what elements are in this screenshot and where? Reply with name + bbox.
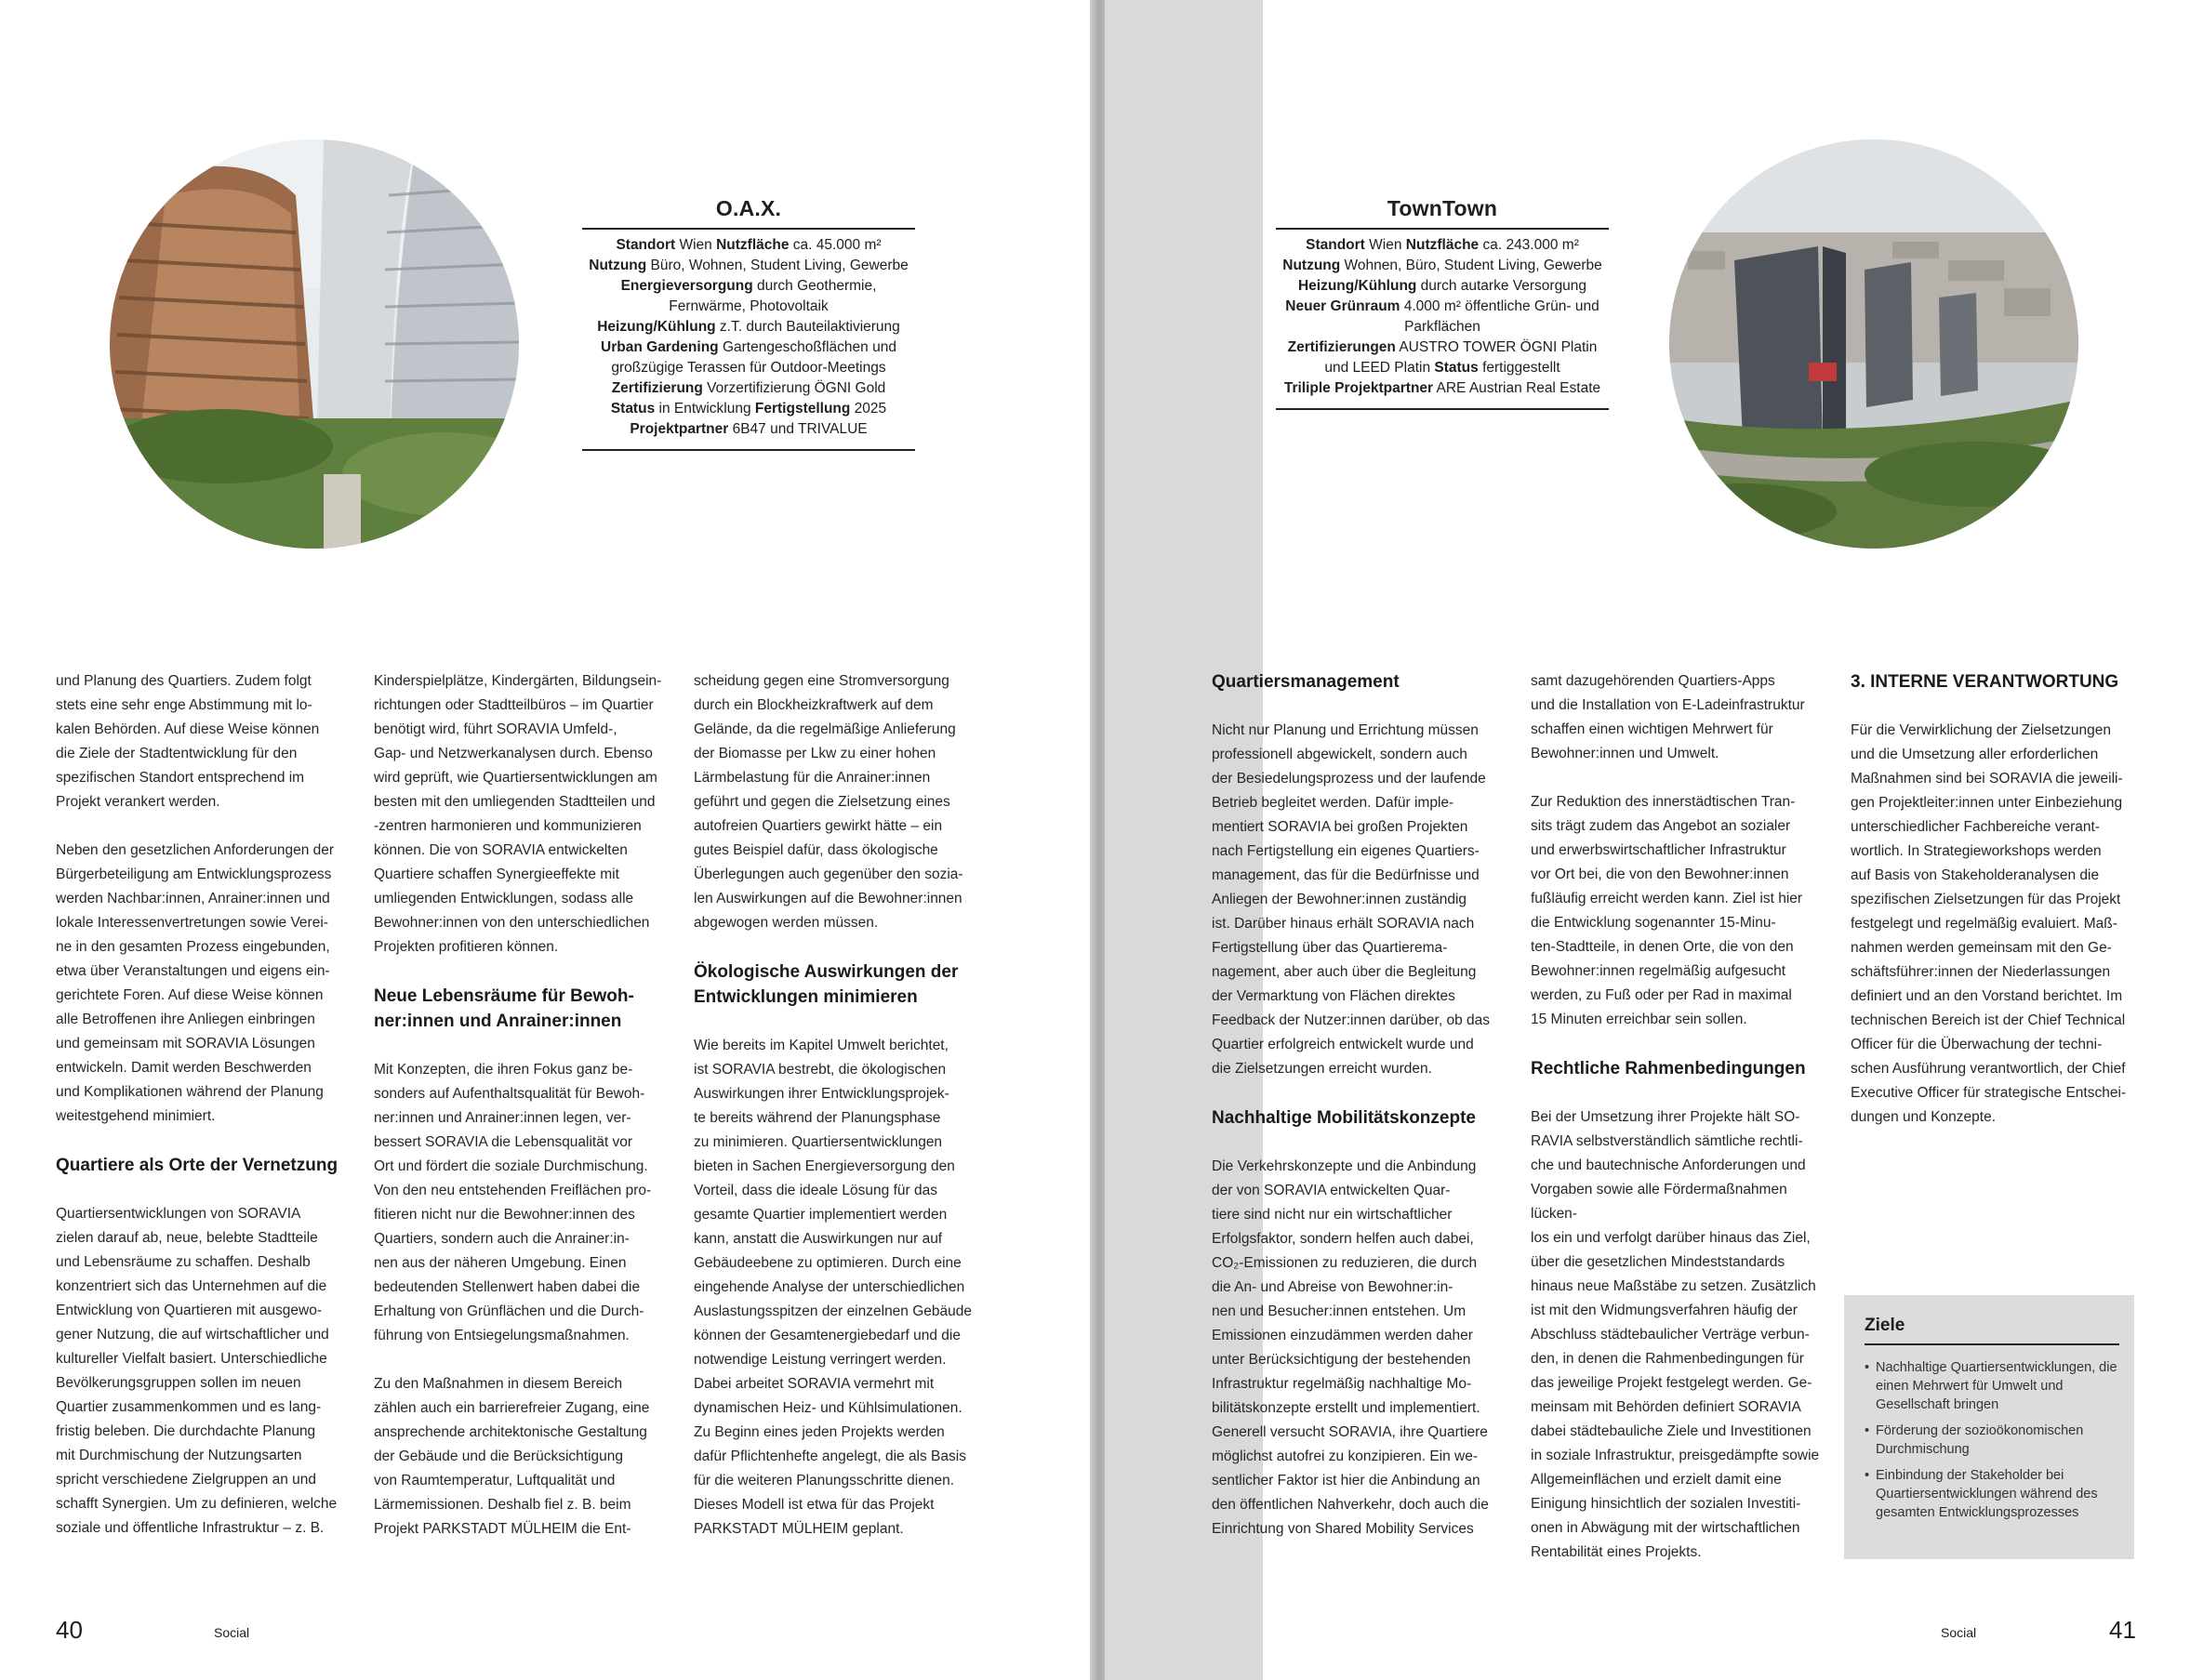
paragraph: und Planung des Quartiers. Zudem folgt stets eine sehr enge Abstimmung mit lo- kalen Behörden. Auf diese Weise können die Ziele der Stadtentwicklung für den spezifischen Standort entsprechend im Projekt verankert werden. [56, 673, 320, 810]
fact-line: Nutzung Büro, Wohnen, Student Living, Gewerbe [589, 258, 909, 273]
list-item: • Förderung der sozioökonomischen Durchmischung [1865, 1422, 2119, 1459]
ziele-box [1844, 1295, 2134, 1559]
section-label-right: Social [1941, 1625, 1977, 1640]
page-number-left: 40 [56, 1616, 83, 1644]
section-heading: Quartiere als Orte der Vernetzung [56, 1156, 338, 1175]
paragraph: Zur Reduktion des innerstädtischen Tran- sits trägt zudem das Angebot an sozialer und erwerbswirtschaftlicher Infrastruktur vor Ort bei, die von den Bewohner:innen fußläufig erreicht werden kann. Ziel ist hier die Entwicklung sogenannter 15-Minu- ten-Stadtteile, in denen Orte, die von den Bewohner:innen regelmäßig aufgesucht werden, zu Fuß oder per Rad in maximal 15 Minuten erreichbar sein sollen. [1531, 794, 1803, 1027]
right-column-1 [1212, 669, 1502, 1566]
ziele-title: Ziele [1865, 1312, 2119, 1345]
section-heading: Neue Lebensräume für Bewoh- ner:innen und Anrainer:innen [374, 986, 634, 1031]
section-label-left: Social [214, 1625, 250, 1640]
fact-line: Heizung/Kühlung durch autarke Versorgung [1297, 278, 1587, 294]
list-item: • Einbindung der Stakeholder bei Quartiersentwicklungen während des gesamten Entwicklungsprozesses [1865, 1466, 2119, 1522]
section-heading: Rechtliche Rahmenbedingungen [1531, 1059, 1806, 1078]
paragraph: Quartiersentwicklungen von SORAVIA zielen darauf ab, neue, belebte Stadtteile und Lebensräume zu schaffen. Deshalb konzentriert sich das Unternehmen auf die Entwicklung von Quartieren mit ausgewo- gener Nutzung, die auf wirtschaftlicher und kultureller Vielfalt basiert. Unterschiedliche Bevölkerungsgruppen sollen im neuen Quartier zusammenkommen und es lang- fristig beleben. Die durchdachte Planung mit Durchmischung der Nutzungsarten spricht verschiedene Zielgruppen an und schafft Synergien. Um zu definieren, welche soziale und öffentliche Infrastruktur – z. B. [56, 1206, 338, 1536]
towntown-aerial-photo-icon [1669, 139, 2078, 549]
paragraph: Für die Verwirklichung der Zielsetzungen und die Umsetzung aller erforderlichen Maßnahmen sind bei SORAVIA die jeweili- gen Projektleiter:innen unter Einbeziehung unterschiedlicher Fachbereiche verant- wortlich. In Strategieworkshops werden auf Basis von Stakeholderanalysen die spezifischen Zielsetzungen für das Projekt festgelegt und regelmäßig evaluiert. Maß- nahmen werden gemeinsam mit den Ge- schäftsführer:innen der Niederlassungen definiert und an den Vorstand berichtet. Im technischen Bereich ist der Chief Technical Officer für die Überwachung der techni- schen Ausführung verantwortlich, der Chief Executive Officer für strategische Entschei- dungen und Konzepte. [1851, 722, 2127, 1125]
fact-line: Nutzung Wohnen, Büro, Student Living, Gewerbe [1282, 258, 1602, 273]
fact-line: Energieversorgung durch Geothermie, Fernwärme, Photovoltaik [620, 278, 877, 314]
oax-title: O.A.X. [582, 198, 915, 230]
fact-line: Triliple Projektpartner ARE Austrian Real Estate [1283, 380, 1601, 396]
right-column-2 [1531, 669, 1821, 1589]
oax-facts [582, 235, 915, 451]
paragraph: scheidung gegen eine Stromversorgung durch ein Blockheizkraftwerk auf dem Gelände, da die regelmäßige Anlieferung der Biomasse per Lkw zu einer hohen Lärmbelastung für die Anrainer:innen geführt und gegen die Zielsetzung eines autofreien Quartiers gewirkt hätte – ein gutes Beispiel dafür, dass ökologische Überlegungen auch gegenüber den sozia- len Auswirkungen auf die Bewohner:innen abgewogen werden müssen. [694, 673, 963, 931]
towntown-title: TownTown [1276, 198, 1609, 230]
section-heading: 3. INTERNE VERANTWORTUNG [1851, 672, 2119, 692]
fact-line: Zertifizierungen AUSTRO TOWER ÖGNI Platin und LEED Platin Status fertiggestellt [1287, 339, 1598, 376]
left-column-3 [694, 669, 984, 1566]
left-column-1 [56, 669, 344, 1565]
fact-line: Projektpartner 6B47 und TRIVALUE [630, 421, 868, 437]
paragraph: Kinderspielplätze, Kindergärten, Bildungsein- richtungen oder Stadtteilbüros – im Quartier benötigt wird, führt SORAVIA Umfeld-, Gap- und Netzwerkanalysen durch. Ebenso wird geprüft, wie Quartiersentwicklungen am besten mit den umliegenden Stadtteilen und -zentren harmonieren und kommunizieren können. Die von SORAVIA entwickelten Quartiere schaffen Synergieeffekte mit umliegenden Entwicklungen, sodass alle Bewohner:innen von den unterschiedlichen Projekten profitieren können. [374, 673, 662, 955]
paragraph: Bei der Umsetzung ihrer Projekte hält SO- RAVIA selbstverständlich sämtliche rechtli- che und bautechnische Anforderungen und Vorgaben sowie alle Fördermaßnahmen lücken- los ein und verfolgt darüber hinaus das Ziel, über die gesetzlichen Mindeststandards hinaus neue Maßstäbe zu setzen. Zusätzlich ist mit den Widmungsverfahren häufig der Abschluss städtebaulicher Verträge verbun- den, in denen die Rahmenbedingungen für das jeweilige Projekt festgelegt werden. Ge- meinsam mit Behörden definiert SORAVIA dabei städtebauliche Ziele und Investitionen in soziale Infrastruktur, preisgedämpfte sowie Allgemeinflächen und erzielt damit eine Einigung hinsichtlich der sozialen Investiti- onen in Abwägung mit der wirtschaftlichen Rentabilität eines Projekts. [1531, 1109, 1820, 1560]
fact-line: Standort Wien Nutzfläche ca. 45.000 m² [616, 237, 882, 253]
right-column-3 [1851, 669, 2139, 1154]
section-heading: Quartiersmanagement [1212, 672, 1400, 692]
paragraph: Nicht nur Planung und Errichtung müssen professionell abgewickelt, sondern auch der Besiedelungsprozess und der laufende Betrieb begleitet werden. Dafür imple- mentiert SORAVIA bei großen Projekten nach Fertigstellung ein eigenes Quartiers- management, das für die Bedürfnisse und Anliegen der Bewohner:innen zuständig ist. Darüber hinaus erhält SORAVIA nach Fertigstellung über das Quartierema- nagement, aber auch über die Begleitung der Vermarktung von Flächen direktes Feedback der Nutzer:innen darüber, ob das Quartier erfolgreich entwickelt wurde und die Zielsetzungen erreicht wurden. [1212, 722, 1490, 1077]
paragraph: Mit Konzepten, die ihren Fokus ganz be- sonders auf Aufenthaltsqualität für Bewoh- ner:innen und Anrainer:innen legen, ver- bessert SORAVIA die Lebensqualität vor Ort und fördert die soziale Durchmischung. Von den neu entstehenden Freiflächen pro- fitieren nicht nur die Bewohner:innen des Quartiers, sondern auch die Anrainer:in- nen aus der näheren Umgebung. Einen bedeutenden Stellenwert haben dabei die Erhaltung von Grünflächen und die Durch- führung von Entsiegelungsmaßnahmen. [374, 1062, 652, 1343]
section-heading: Ökologische Auswirkungen der Entwicklungen minimieren [694, 962, 959, 1007]
paragraph: samt dazugehörenden Quartiers-Apps und die Installation von E-Ladeinfrastruktur schaffen einen wichtigen Mehrwert für Bewohner:innen und Umwelt. [1531, 673, 1805, 761]
fact-line: Status in Entwicklung Fertigstellung 2025 [610, 401, 887, 417]
left-column-2 [374, 669, 664, 1566]
oax-building-photo-icon [110, 139, 519, 549]
oax-factbox [582, 198, 915, 451]
paragraph: Zu den Maßnahmen in diesem Bereich zählen auch ein barrierefreier Zugang, eine ansprechende architektonische Gestaltung der Gebäude und die Berücksichtigung von Raumtemperatur, Luftqualität und Lärmemissionen. Deshalb fiel z. B. beim Projekt PARKSTADT MÜLHEIM die Ent- [374, 1376, 650, 1537]
towntown-factbox [1276, 198, 1609, 410]
paragraph: Neben den gesetzlichen Anforderungen der Bürgerbeteiligung am Entwicklungsprozess werden Nachbar:innen, Anrainer:innen und lokale Interessenvertretungen sowie Verei- ne in den gesamten Prozess eingebunden, etwa über Veranstaltungen und eigens ein- gerichtete Foren. Auf diese Weise können alle Betroffenen ihre Anliegen einbringen und gemeinsam mit SORAVIA Lösungen entwickeln. Damit werden Beschwerden und Komplikationen während der Planung weitestgehend minimiert. [56, 842, 335, 1124]
towntown-facts [1276, 235, 1609, 410]
ziele-list [1865, 1358, 2119, 1522]
paragraph: Wie bereits im Kapitel Umwelt berichtet, ist SORAVIA bestrebt, die ökologischen Auswirkungen ihrer Entwicklungsprojek- te bereits während der Planungsphase zu minimieren. Quartiersentwicklungen bieten in Sachen Energieversorgung den Vorteil, dass die ideale Lösung für das gesamte Quartier implementiert werden kann, anstatt die Auswirkungen nur auf Gebäudeebene zu optimieren. Durch eine eingehende Analyse der unterschiedlichen Auslastungsspitzen der einzelnen Gebäude können der Gesamtenergiebedarf und die notwendige Leistung verringert werden. Dabei arbeitet SORAVIA vermehrt mit dynamischen Heiz- und Kühlsimulationen. Zu Beginn eines jeden Projekts werden dafür Pflichtenhefte angelegt, die als Basis für die weiteren Planungsschritte dienen. Dieses Modell ist etwa für das Projekt PARKSTADT MÜLHEIM geplant. [694, 1038, 973, 1537]
fact-line: Neuer Grünraum 4.000 m² öffentliche Grün- und Parkflächen [1285, 298, 1599, 335]
paragraph: Die Verkehrskonzepte und die Anbindung der von SORAVIA entwickelten Quar- tiere sind nicht nur ein wirtschaftlicher Erfolgsfaktor, sondern helfen auch dabei, CO₂-Emissionen zu reduzieren, die durch die An- und Abreise von Bewohner:in- nen und Besucher:innen entstehen. Um Emissionen einzudämmen werden daher unter Berücksichtigung der bestehenden Infrastruktur regelmäßig nachhaltige Mo- bilitätskonzepte erstellt und implementiert. Generell versucht SORAVIA, ihre Quartiere möglichst autofrei zu konzipieren. Ein we- sentlicher Faktor ist hier die Anbindung an den öffentlichen Nahverkehr, doch auch die Einrichtung von Shared Mobility Services [1212, 1158, 1489, 1537]
list-item: • Nachhaltige Quartiersentwicklungen, die einen Mehrwert für Umwelt und Gesellschaft bringen [1865, 1358, 2119, 1414]
page-number-right: 41 [2109, 1616, 2136, 1644]
fact-line: Heizung/Kühlung z.T. durch Bauteilaktivierung [597, 319, 900, 335]
fact-line: Urban Gardening Gartengeschoßflächen und großzügige Terassen für Outdoor-Meetings [601, 339, 896, 376]
book-gutter [1090, 0, 1105, 1680]
section-heading: Nachhaltige Mobilitätskonzepte [1212, 1108, 1476, 1128]
fact-line: Zertifizierung Vorzertifizierung ÖGNI Gold [611, 380, 886, 396]
fact-line: Standort Wien Nutzfläche ca. 243.000 m² [1306, 237, 1579, 253]
